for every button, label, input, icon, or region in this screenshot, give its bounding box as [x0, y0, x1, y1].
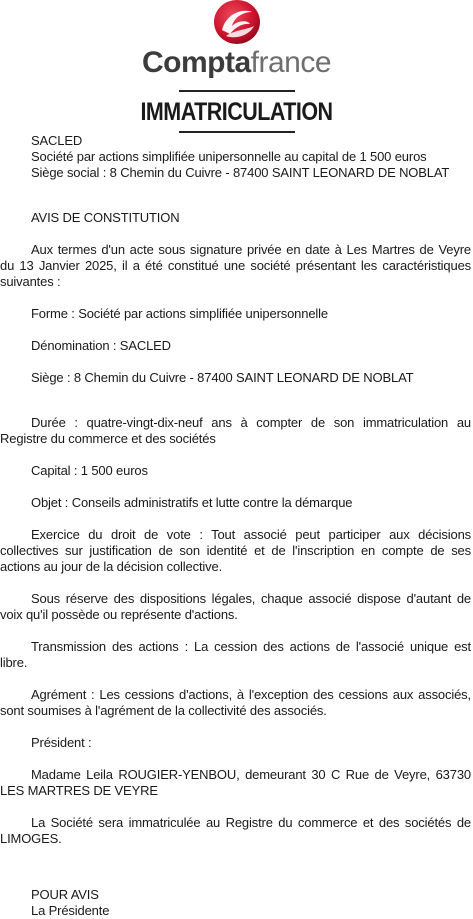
brand-name-bold: Compta: [141, 46, 251, 79]
comptafrance-emblem-icon: [212, 0, 262, 46]
transmission-paragraph: Transmission des actions : La cession des actions de l'associé unique est libre.: [0, 639, 471, 670]
company-form-line: Société par actions simplifiée unipersonnelle au capital de 1 500 euros: [31, 149, 427, 164]
forme-paragraph: Forme : Société par actions simplifiée unipersonnelle: [31, 306, 328, 321]
page-title: IMMATRICULATION: [140, 98, 333, 126]
registered-office: Siège social : 8 Chemin du Cuivre - 87400 SAINT LEONARD DE NOBLAT: [31, 165, 450, 180]
brand-name-light: france: [250, 46, 332, 79]
agrement-paragraph: Agrément : Les cessions d'actions, à l'exception des cessions aux associés, sont soumises à l'agrément de la collectivité des associés.: [0, 687, 471, 718]
capital-paragraph: Capital : 1 500 euros: [31, 463, 148, 478]
company-name: SACLED: [31, 133, 83, 148]
objet-paragraph: Objet : Conseils administratifs et lutte contre la démarque: [31, 495, 353, 510]
legal-notice: [0, 133, 473, 919]
duree-paragraph: Durée : quatre-vingt-dix-neuf ans à compter de son immatriculation au Registre du commerce et des sociétés: [0, 415, 471, 446]
president-paragraph: Madame Leila ROUGIER-YENBOU, demeurant 30 C Rue de Veyre, 63730 LES MARTRES DE VEYRE: [0, 767, 471, 798]
title-rule-top: [179, 90, 295, 92]
siege-paragraph: Siège : 8 Chemin du Cuivre - 87400 SAINT LEONARD DE NOBLAT: [31, 370, 414, 385]
comptafrance-logo: [0, 0, 473, 90]
intro-paragraph: Aux termes d'un acte sous signature privée en date à Les Martres de Veyre du 13 Janvier 2025, il a été constitué une société présentant les caractéristiques suivantes :: [0, 242, 471, 289]
denomination-paragraph: Dénomination : SACLED: [31, 338, 171, 353]
brand-name: [0, 46, 473, 80]
notice-heading: AVIS DE CONSTITUTION: [31, 210, 180, 225]
closing-line: POUR AVIS: [31, 887, 99, 902]
president-label: Président :: [31, 735, 92, 750]
immatriculation-paragraph: La Société sera immatriculée au Registre du commerce et des sociétés de LIMOGES.: [0, 815, 471, 846]
vote-paragraph: Exercice du droit de vote : Tout associé peut participer aux décisions collectives sur justification de son identité et de l'inscription en compte de ses actions au jour de la décision collective.: [0, 527, 471, 574]
signature-line: La Présidente: [31, 903, 110, 918]
title-block: [0, 90, 473, 133]
reserve-paragraph: Sous réserve des dispositions légales, chaque associé dispose d'autant de voix qu'il possède ou représente d'actions.: [0, 591, 471, 622]
